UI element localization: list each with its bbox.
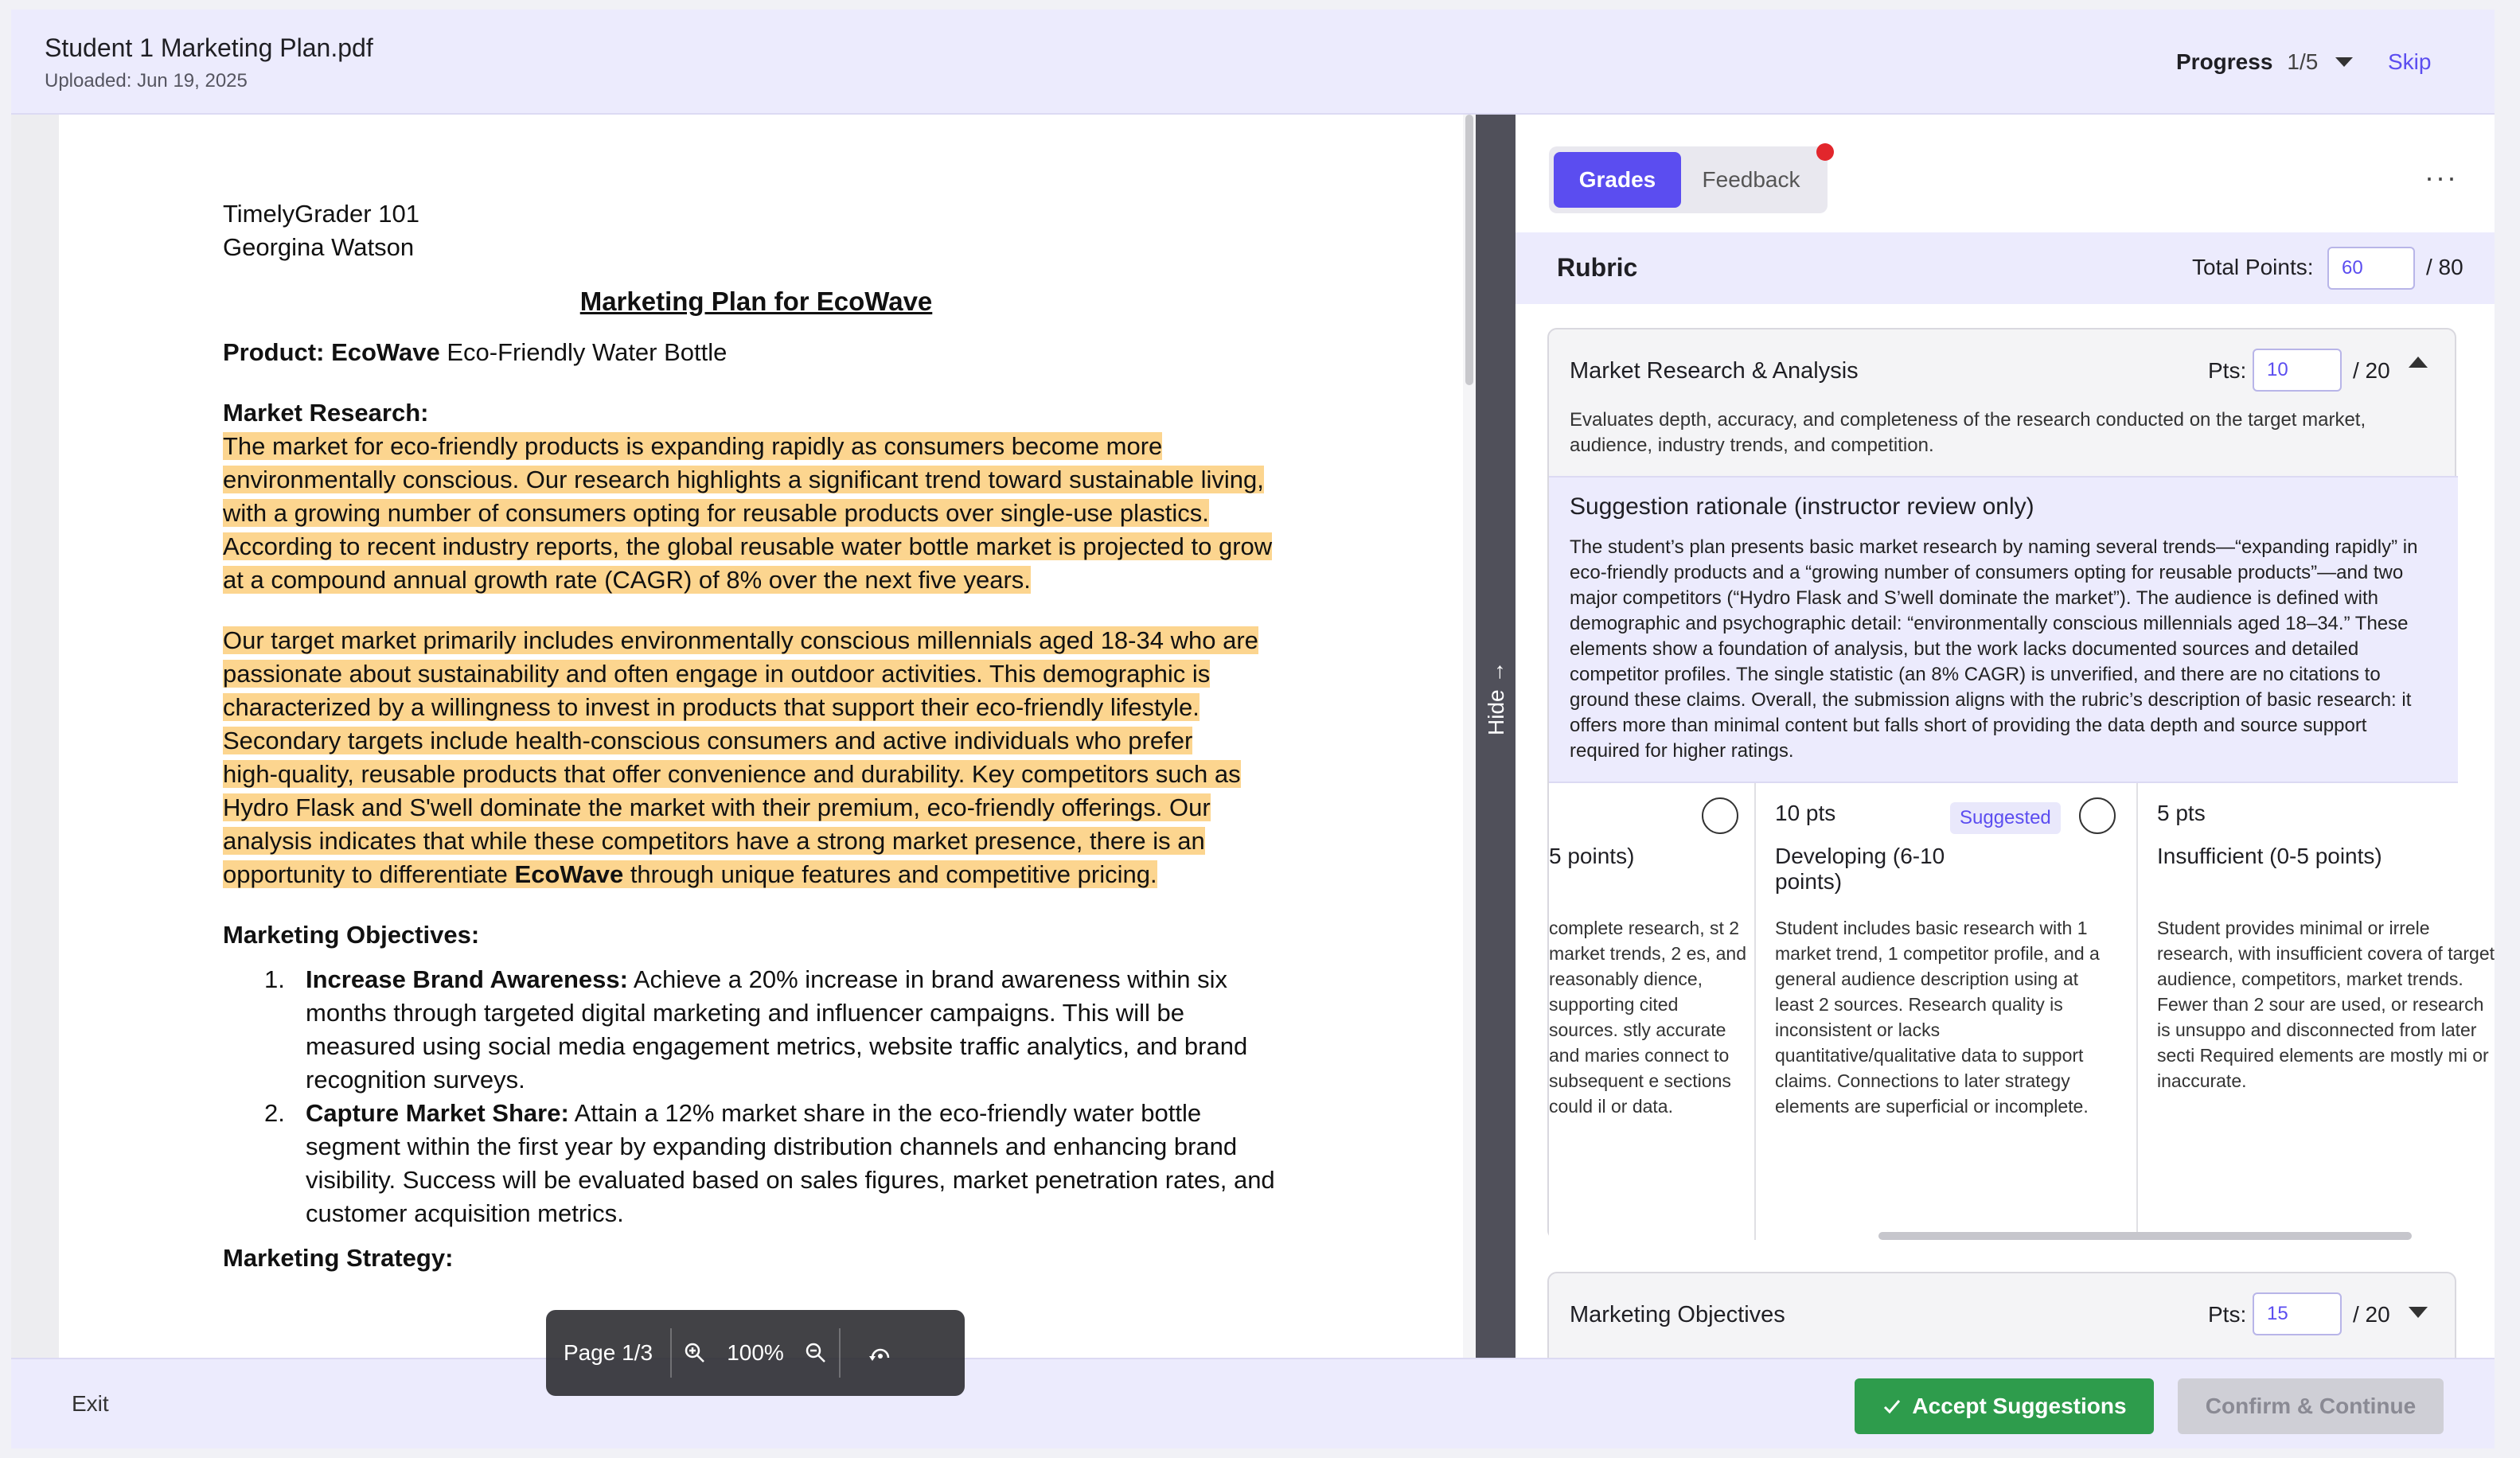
rubric-level-suggested[interactable] <box>1756 783 2138 1240</box>
exit-button[interactable]: Exit <box>72 1391 109 1416</box>
rubric-levels <box>1549 783 2495 1240</box>
app-window <box>11 10 2495 1448</box>
rationale-title: Suggestion rationale (instructor review only) <box>1570 493 2034 520</box>
footer-bar <box>11 1358 2495 1448</box>
doc-product: Product: EcoWave Eco-Friendly Water Bottle <box>223 338 728 366</box>
accept-label: Accept Suggestions <box>1912 1394 2127 1418</box>
chevron-down-icon[interactable] <box>2335 57 2353 67</box>
zoom-level: 100% <box>727 1340 784 1365</box>
upload-date: Uploaded: Jun 19, 2025 <box>45 70 248 92</box>
doc-objectives-list <box>223 963 1321 1230</box>
progress-value: 1/5 <box>2287 49 2319 74</box>
suggestion-rationale <box>1549 476 2458 783</box>
page-toolbar <box>546 1310 965 1396</box>
checkmark-icon <box>1882 1396 1902 1417</box>
chevron-down-icon[interactable] <box>2409 1307 2428 1318</box>
doc-course: TimelyGrader 101 <box>223 200 419 228</box>
doc-strategy-heading: Marketing Strategy: <box>223 1244 454 1272</box>
criterion-pts-max: / 20 <box>2353 1302 2390 1327</box>
tab-grades[interactable]: Grades <box>1554 152 1681 208</box>
hide-label[interactable]: Hide → <box>1484 661 1508 735</box>
progress-label: Progress <box>2176 49 2273 74</box>
rubric-header <box>1516 232 2495 304</box>
level-name: Developing (6-10 points) <box>1775 844 1945 894</box>
doc-target-market-paragraph[interactable]: Our target market primarily includes environmentally conscious millennials aged 18-34 who are passionate about sustainability and often engage in outdoor activities. This demographic is characterized by a willingness to invest in products that support their eco-friendly lifestyle. Secondary targets include health-conscious consumers and active individuals who prefer high-quality, reusable products that offer convenience and durability. Key competitors such as Hydro Flask and S'well dominate the market with their premium, eco-friendly offerings. Our analysis indicates that while these competitors have a strong market presence, there is an opportunity to differentiate EcoWave through unique features and competitive pricing. <box>223 626 1258 888</box>
zoom-out-button[interactable] <box>793 1310 839 1396</box>
criterion-card <box>1547 328 2495 1240</box>
list-item: 1. Increase Brand Awareness: Achieve a 20% increase in brand awareness within six months through targeted digital marketing and influencer campaigns. This will be measured using social media engagement metrics, website traffic analytics, and brand recognition surveys. <box>264 965 1248 1094</box>
page-indicator: Page 1/3 <box>563 1340 653 1365</box>
level-name: Insufficient (0-5 points) <box>2157 844 2382 868</box>
skip-button[interactable]: Skip <box>2388 49 2432 74</box>
rubric-title: Rubric <box>1557 253 1638 282</box>
list-item: 2. Capture Market Share: Attain a 12% market share in the eco-friendly water bottle segment within the first year by expanding distribution channels and enhancing brand visibility. Success will be evaluated based on sales figures, market penetration rates, and customer acquisition metrics. <box>264 1099 1275 1227</box>
level-name: 5 points) <box>1549 844 1635 868</box>
suggested-badge: Suggested <box>1950 802 2061 834</box>
criterion-pts-input[interactable] <box>2253 349 2342 392</box>
zoom-in-icon[interactable] <box>683 1341 707 1365</box>
grading-panel <box>1516 115 2495 1358</box>
rotate-icon[interactable] <box>868 1340 893 1366</box>
more-options-icon[interactable]: ··· <box>2424 161 2458 193</box>
progress-dropdown[interactable] <box>2176 49 2353 75</box>
file-name: Student 1 Marketing Plan.pdf <box>45 33 373 62</box>
level-description: Student includes basic research with 1 market trend, 1 competitor profile, and a general audience description using at least 2 sources. Research quality is inconsistent or lacks quantitative/qualitative data to support claims. Connections to later strategy elements are superficial or incomplete. <box>1775 918 2100 1117</box>
criterion-title: Marketing Objectives <box>1570 1302 1785 1327</box>
doc-market-research-paragraph[interactable]: The market for eco-friendly products is expanding rapidly as consumers become more environmentally conscious. Our research highlights a significant trend toward sustainable living, with a growing number of consumers opting for reusable products over single-use plastics. According to recent industry reports, the global reusable water bottle market is projected to grow at a compound annual growth rate (CAGR) of 8% over the next five years. <box>223 432 1273 594</box>
total-points-input[interactable] <box>2327 247 2415 290</box>
total-points-label: Total Points: <box>2192 255 2314 279</box>
level-radio[interactable] <box>2079 797 2116 834</box>
rubric-level[interactable] <box>1374 783 1756 1240</box>
document-text <box>223 197 1321 1275</box>
level-radio[interactable] <box>1702 797 1738 834</box>
level-description: Student provides minimal or irrele research, with insufficient covera of target audience, competitors, market trends. Fewer than 2 sour are used, or research is unsuppo and disconnected from later secti Required elements are mostly mi or inaccurate. <box>2157 918 2495 1091</box>
accept-suggestions-button[interactable] <box>1855 1378 2154 1434</box>
top-header <box>11 10 2495 115</box>
chevron-up-icon[interactable] <box>2409 357 2428 368</box>
scrollbar-thumb[interactable] <box>1465 115 1473 385</box>
rationale-text: The student’s plan presents basic market research by naming several trends—“expanding rapidly” in eco-friendly products and a “growing number of consumers opting for reusable products”—and two major competitors (“Hydro Flask and S’well dominate the market”). The audience is defined with demographic and psychographic detail: “environmentally conscious millennials aged 18–34.” These elements show a foundation of analysis, but the work lacks documented sources and detailed competitor profiles. The single statistic (an 8% CAGR) is unverified, and there are no citations to ground these claims. Overall, the submission aligns with the rubric’s description of basic research: it offers more than minimal content but falls short of providing the data depth and source support required for higher ratings. <box>1570 536 2418 762</box>
notification-dot-icon <box>1816 143 1834 161</box>
doc-market-research-heading: Market Research: <box>223 399 429 427</box>
doc-student: Georgina Watson <box>223 233 415 261</box>
tab-switcher <box>1549 146 1828 213</box>
criterion-pts-input[interactable] <box>2253 1292 2342 1335</box>
level-description: complete research, st 2 market trends, 2 es, and reasonably dience, supporting cited sources. stly accurate and maries connect to subsequent e sections could il or data. <box>1549 918 1747 1117</box>
levels-horizontal-scrollbar[interactable] <box>1878 1232 2412 1240</box>
total-points-max: / 80 <box>2426 255 2463 279</box>
doc-objectives-heading: Marketing Objectives: <box>223 921 480 949</box>
confirm-continue-button[interactable]: Confirm & Continue <box>2178 1378 2444 1434</box>
level-points: 10 pts <box>1775 801 1836 825</box>
document-viewer <box>11 115 1476 1365</box>
doc-title: Marketing Plan for EcoWave <box>579 287 933 316</box>
rotate-button[interactable] <box>841 1310 920 1396</box>
zoom-in-button[interactable] <box>672 1310 718 1396</box>
criterion-pts-max: / 20 <box>2353 358 2390 383</box>
arrow-right-icon: → <box>1484 661 1508 684</box>
criterion-description: Evaluates depth, accuracy, and completeness of the research conducted on the target market, audience, industry trends, and competition. <box>1570 409 2366 456</box>
criterion-pts-label: Pts: <box>2208 358 2247 383</box>
criterion-title: Market Research & Analysis <box>1570 358 1859 384</box>
criterion-pts-label: Pts: <box>2208 1302 2247 1327</box>
zoom-out-icon[interactable] <box>804 1341 828 1365</box>
rubric-level[interactable] <box>2138 783 2520 1240</box>
level-points: 5 pts <box>2157 801 2206 825</box>
tab-feedback[interactable]: Feedback <box>1702 167 1800 192</box>
